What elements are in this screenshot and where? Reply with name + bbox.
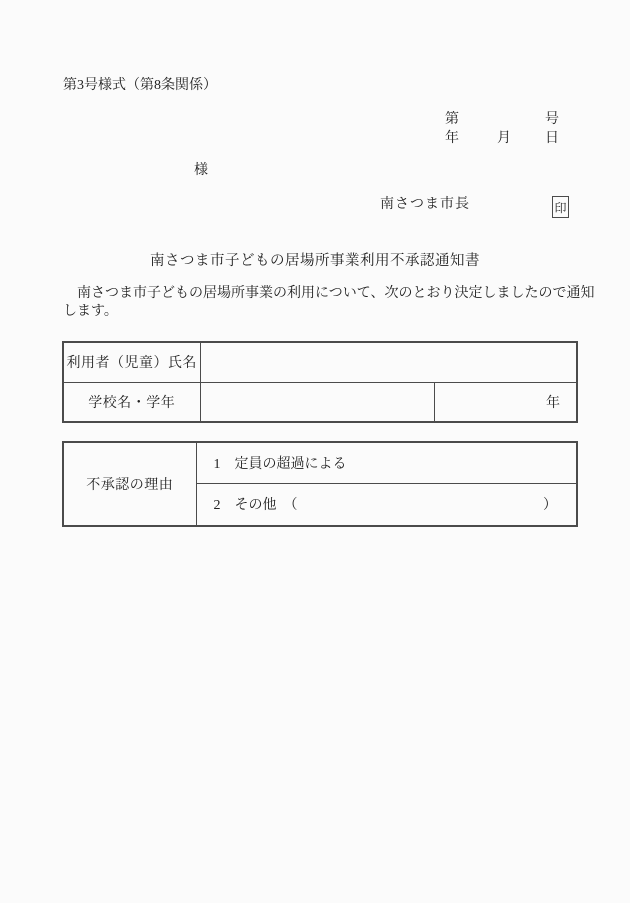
date-month-label: 月 bbox=[497, 131, 511, 146]
document-title: 南さつま市子どもの居場所事業利用不承認通知書 bbox=[150, 253, 480, 269]
reason-option-2-text: 2 その他 （ bbox=[213, 498, 298, 514]
date-year-label: 年 bbox=[445, 131, 459, 146]
body-text-line-2: します。 bbox=[63, 304, 118, 319]
school-name-value-cell bbox=[200, 382, 434, 422]
table-row bbox=[63, 382, 577, 422]
body-text-line-1: 南さつま市子どもの居場所事業の利用について、次のとおり決定しましたので通知 bbox=[63, 286, 595, 301]
applicant-name-label: 利用者（児童）氏名 bbox=[63, 342, 200, 382]
reason-option-1-cell bbox=[196, 442, 577, 483]
seal-placeholder-box bbox=[552, 196, 569, 218]
reason-option-2-close-paren: ） bbox=[543, 498, 557, 514]
form-number-label: 第3号様式（第8条関係） bbox=[63, 78, 217, 93]
applicant-name-value-cell bbox=[200, 342, 577, 382]
school-grade-label: 学校名・学年 bbox=[63, 382, 200, 422]
doc-number-prefix: 第 bbox=[445, 112, 459, 127]
date-day-label: 日 bbox=[545, 131, 559, 146]
reason-label: 不承認の理由 bbox=[63, 442, 196, 526]
seal-mark: 印 bbox=[554, 200, 567, 215]
reason-option-2-cell bbox=[196, 483, 577, 526]
applicant-table bbox=[62, 341, 578, 423]
table-row bbox=[63, 342, 577, 382]
table-row bbox=[63, 442, 577, 483]
addressee-honorific: 様 bbox=[194, 163, 208, 178]
grade-year-unit: 年 bbox=[434, 382, 577, 422]
sender-title: 南さつま市長 bbox=[380, 197, 470, 212]
reason-table bbox=[62, 441, 578, 527]
doc-number-suffix: 号 bbox=[545, 112, 559, 127]
reason-option-1-text: 1 定員の超過による bbox=[213, 456, 347, 472]
